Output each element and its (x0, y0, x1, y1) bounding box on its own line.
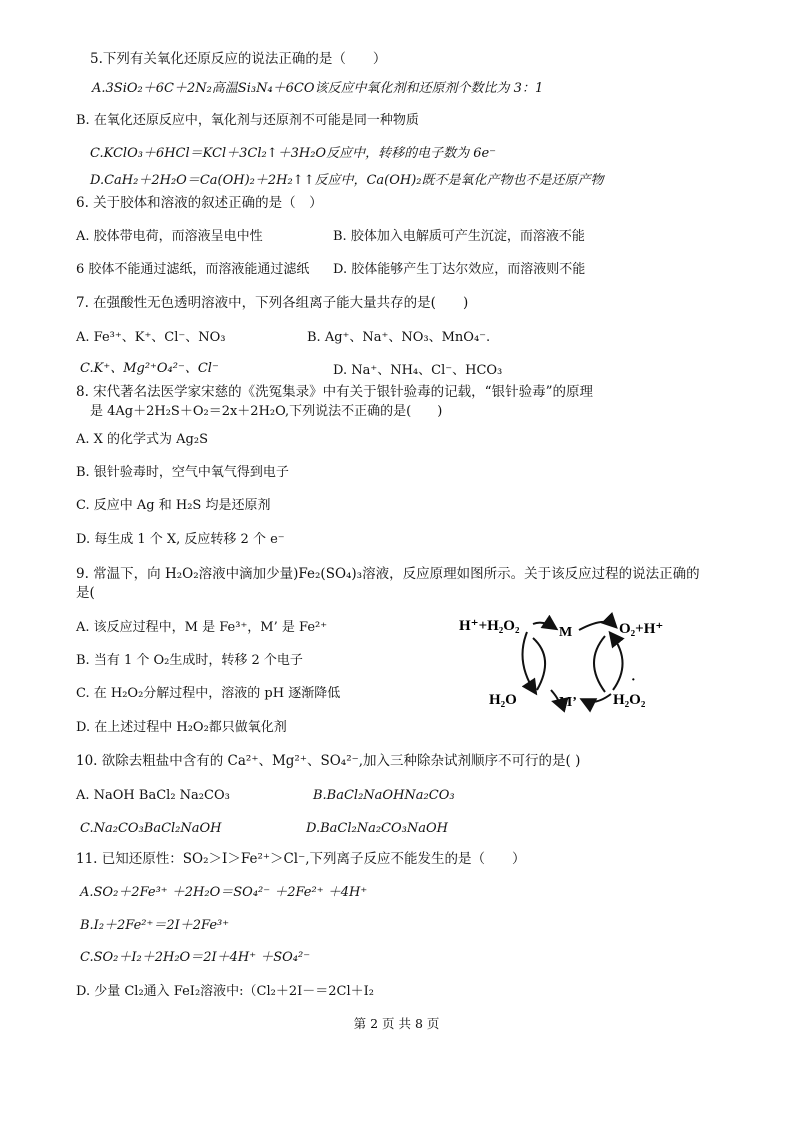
diagram-label-h-h2o2: H⁺+H₂O₂ (459, 618, 520, 634)
q7-option-c: C.K⁺、Mg²⁺O₄²⁻、Cl⁻ (80, 361, 219, 376)
q7-stem: 7. 在强酸性无色透明溶液中，下列各组离子能大量共存的是( ) (76, 295, 469, 311)
q6-stem: 6. 关于胶体和溶液的叙述正确的是（ ） (76, 195, 323, 211)
diagram-label-o2-h: O₂+H⁺ (619, 621, 664, 637)
q11-option-d: D. 少量 Cl₂通入 FeI₂溶液中:（Cl₂＋2I－＝2Cl＋I₂ (76, 984, 374, 999)
arrow-to-o2 (579, 622, 615, 630)
q5-stem: 5.下列有关氧化还原反应的说法正确的是（ ） (90, 51, 387, 67)
q11-stem: 11. 已知还原性：SO₂＞I＞Fe²⁺＞Cl⁻,下列离子反应不能发生的是（ ） (76, 851, 526, 867)
diagram-label-m: M (559, 625, 573, 640)
q9-option-c: C. 在 H₂O₂分解过程中，溶液的 pH 逐渐降低 (76, 686, 341, 701)
q10-stem: 10. 欲除去粗盐中含有的 Ca²⁺、Mg²⁺、SO₄²⁻,加入三种除杂试剂顺序不可行的是( ) (76, 753, 581, 769)
q8-option-b: B. 银针验毒时，空气中氧气得到电子 (76, 465, 289, 480)
arrow-to-m (533, 623, 555, 628)
q11-option-a: A.SO₂＋2Fe³⁺ ＋2H₂O＝SO₄²⁻ ＋2Fe²⁺ ＋4H⁺ (80, 885, 368, 900)
arc-left-inner (533, 638, 545, 690)
q6-option-b: B. 胶体加入电解质可产生沉淀，而溶液不能 (333, 229, 585, 244)
reaction-cycle-diagram (455, 606, 685, 716)
q11-option-c: C.SO₂＋I₂＋2H₂O＝2I＋4H⁺ ＋SO₄²⁻ (80, 950, 311, 965)
q8-stem-continued: 是 4Ag＋2H₂S＋O₂＝2x＋2H₂O,下列说法不正确的是( ) (90, 404, 443, 419)
q5-option-b: B. 在氧化还原反应中，氧化剂与还原剂不可能是同一种物质 (76, 113, 419, 128)
q7-option-a: A. Fe³⁺、K⁺、Cl⁻、NO₃ (76, 330, 226, 345)
q9-option-b: B. 当有 1 个 O₂生成时，转移 2 个电子 (76, 653, 303, 668)
q6-option-c: 6 胶体不能通过滤纸，而溶液能通过滤纸 (76, 262, 310, 277)
q6-option-a: A. 胶体带电荷，而溶液呈电中性 (76, 229, 263, 244)
q5-option-c: C.KClO₃＋6HCl＝KCl＋3Cl₂↑＋3H₂O反应中，转移的电子数为 6e⁻ (90, 146, 497, 161)
q11-option-b: B.I₂＋2Fe²⁺＝2I＋2Fe³⁺ (80, 918, 230, 933)
q5-option-d: D.CaH₂＋2H₂O＝Ca(OH)₂＋2H₂↑↑反应中，Ca(OH)₂既不是氧化产物也不是还原产物 (90, 173, 604, 188)
q9-option-a: A. 该反应过程中，M 是 Fe³⁺，M’ 是 Fe²⁺ (76, 620, 328, 635)
diagram-label-m-prime: M’ (559, 695, 577, 710)
q8-option-d: D. 每生成 1 个 X, 反应转移 2 个 e⁻ (76, 532, 285, 547)
q9-stem-continued: 是( (76, 585, 95, 601)
diagram-stray-mark: · (631, 673, 636, 688)
q7-option-d: D. Na⁺、NH₄、Cl⁻、HCO₃ (333, 363, 503, 378)
q5-option-a: A.3SiO₂＋6C＋2N₂高温Si₃N₄＋6CO该反应中氧化剂和还原剂个数比为 3：1 (92, 81, 544, 96)
q8-option-c: C. 反应中 Ag 和 H₂S 均是还原剂 (76, 498, 271, 513)
q9-stem: 9. 常温下，向 H₂O₂溶液中滴加少量)Fe₂(SO₄)₃溶液，反应原理如图所示。关于该反应过程的说法正确的 (76, 566, 700, 582)
q10-option-d: D.BaCl₂Na₂CO₃NaOH (306, 821, 448, 836)
q6-option-d: D. 胶体能够产生丁达尔效应，而溶液则不能 (333, 262, 586, 277)
q10-option-b: B.BaCl₂NaOHNa₂CO₃ (313, 788, 455, 803)
diagram-label-h2o2: H₂O₂ (613, 692, 646, 708)
diagram-label-h2o: H₂O (489, 692, 517, 708)
arrow-left-down (523, 632, 536, 692)
q9-option-d: D. 在上述过程中 H₂O₂都只做氧化剂 (76, 720, 287, 735)
arrow-right-up (611, 634, 623, 690)
arrow-from-h2o2 (583, 694, 611, 702)
q8-stem: 8. 宋代著名法医学家宋慈的《洗冤集录》中有关于银针验毒的记载，“银针验毒”的原理 (76, 384, 593, 400)
arrow-to-m-prime (551, 690, 558, 702)
q7-option-b: B. Ag⁺、Na⁺、NO₃、MnO₄⁻. (307, 330, 491, 345)
q8-option-a: A. X 的化学式为 Ag₂S (76, 432, 208, 447)
q10-option-a: A. NaOH BaCl₂ Na₂CO₃ (76, 788, 230, 803)
arc-right-inner (594, 636, 605, 692)
page-footer: 第 2 页 共 8 页 (353, 1016, 440, 1031)
q10-option-c: C.Na₂CO₃BaCl₂NaOH (80, 821, 222, 836)
